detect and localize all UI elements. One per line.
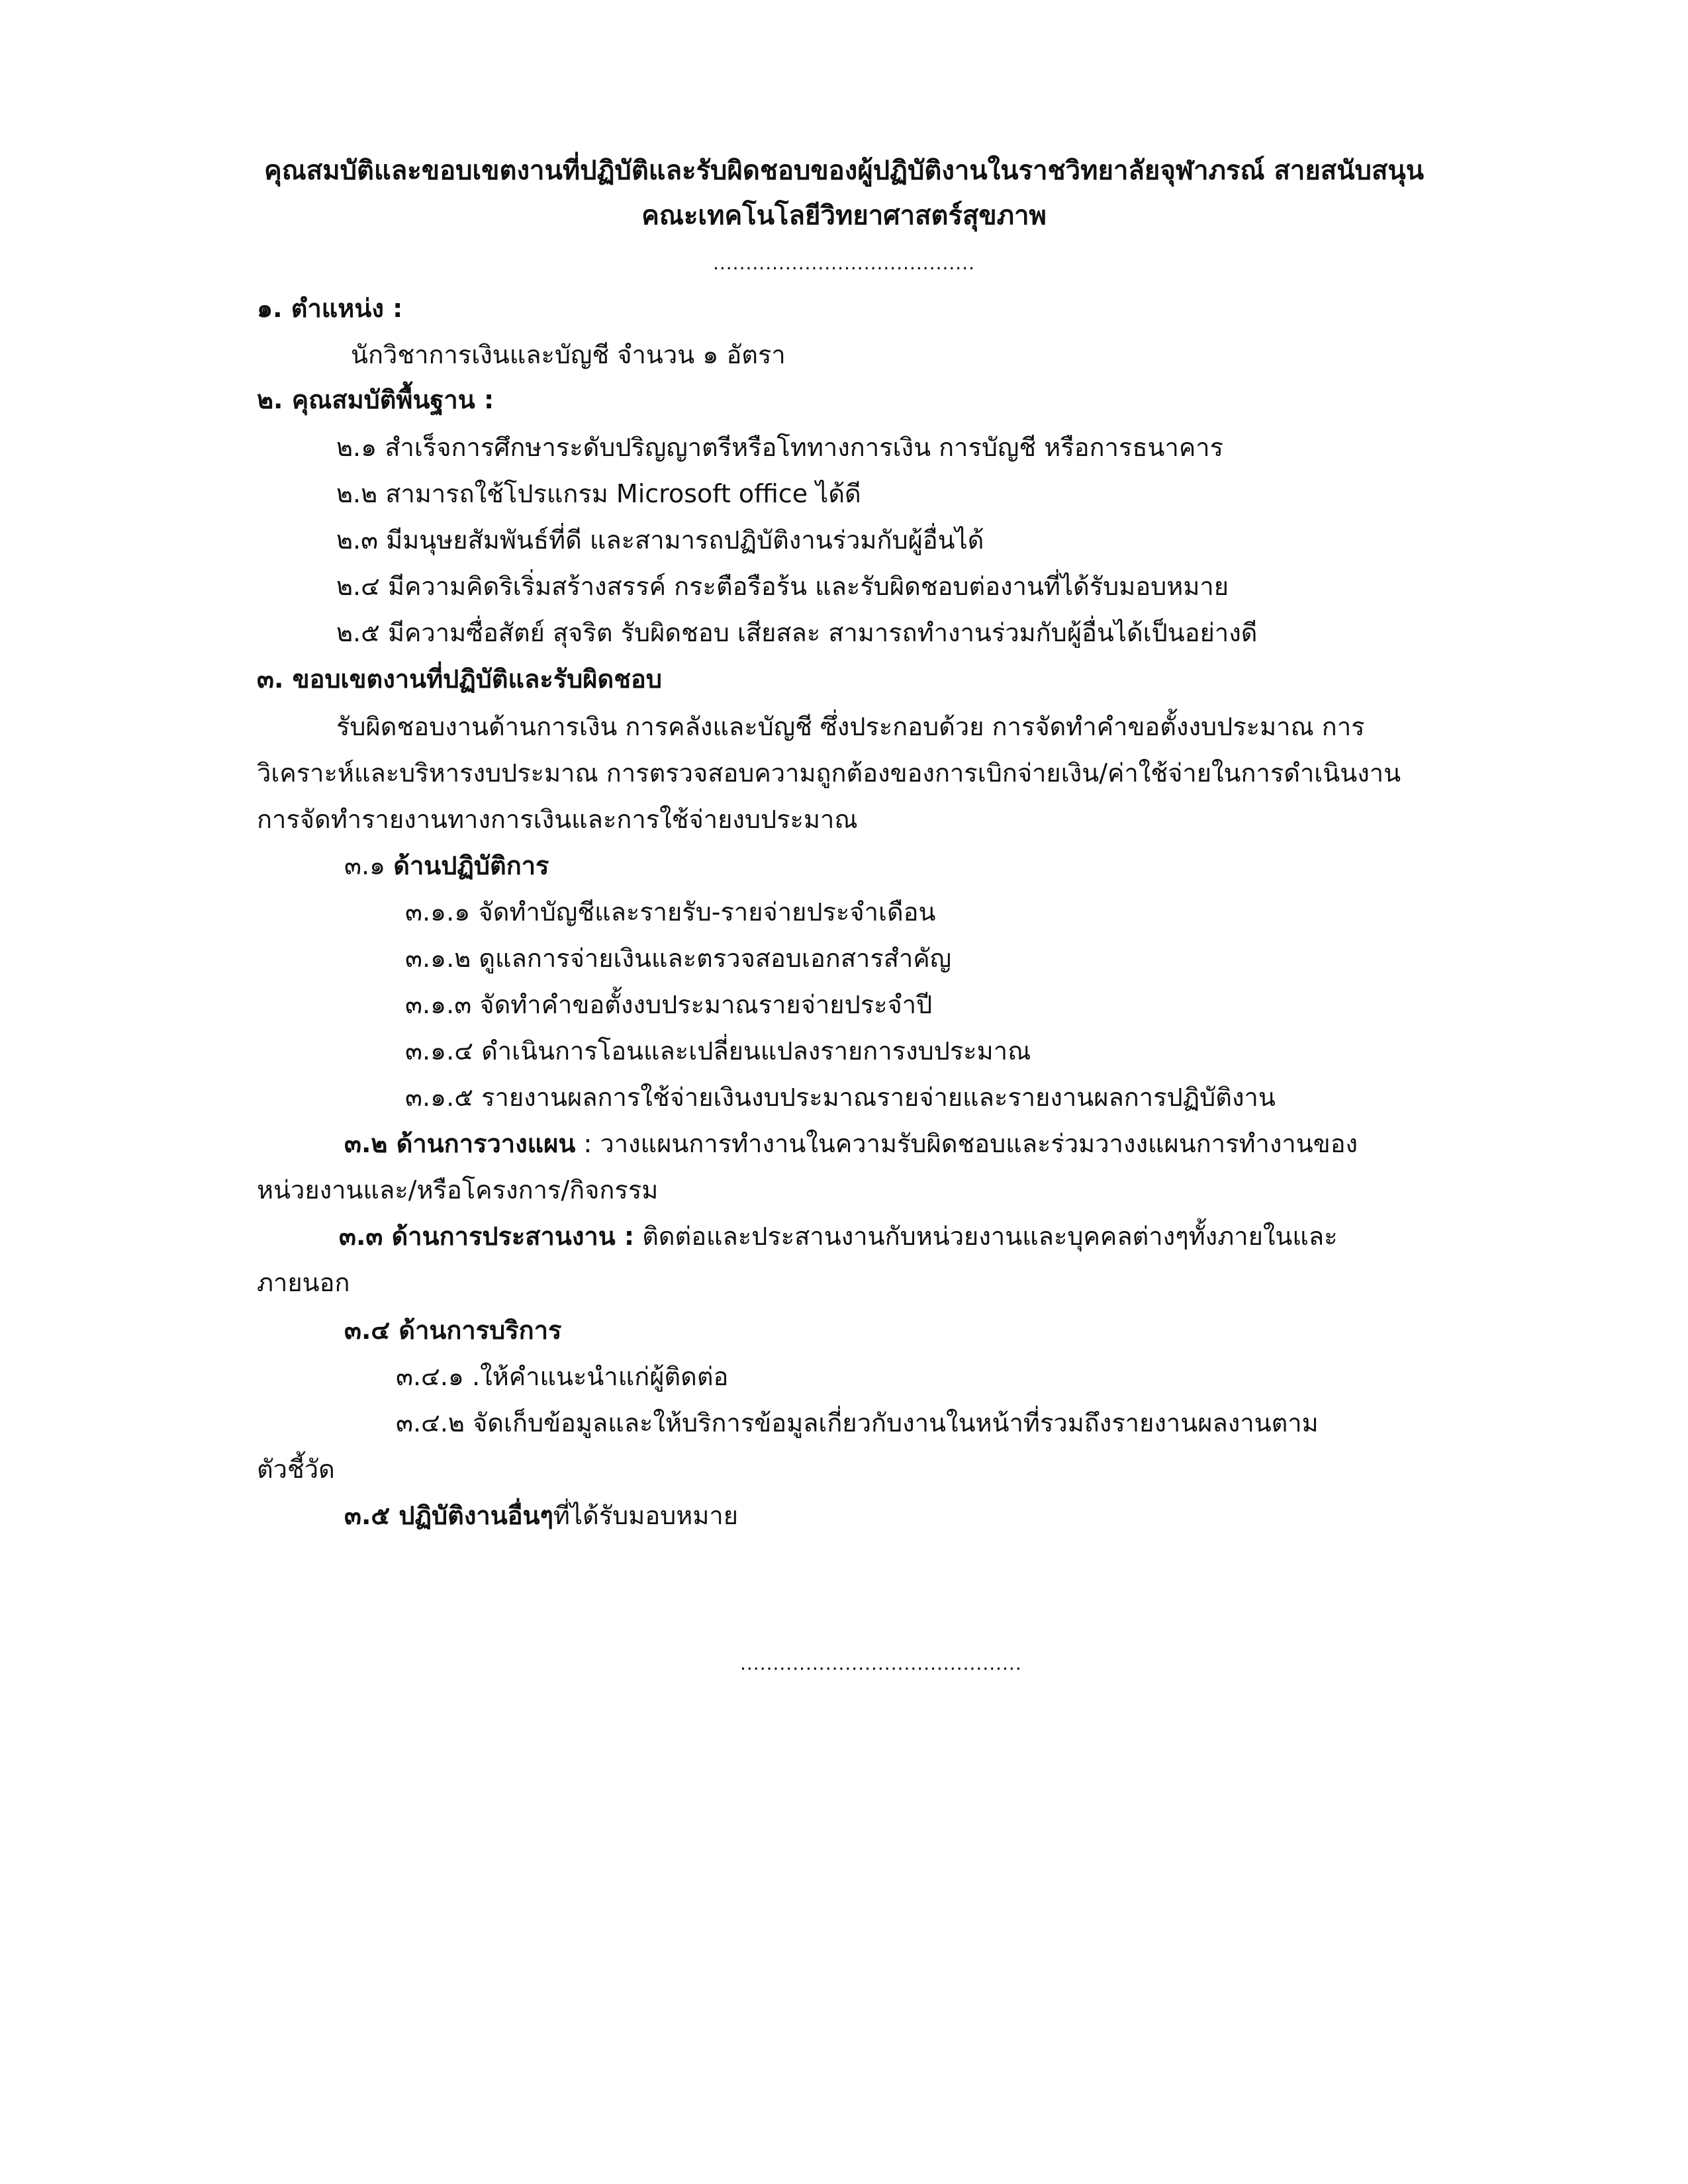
document-title-line-2: คณะเทคโนโลยีวิทยาศาสตร์สุขภาพ — [641, 201, 1047, 231]
subsection-3-5-text: ที่ได้รับมอบหมาย — [553, 1501, 738, 1530]
section-3-heading: ๓. ขอบเขตงานที่ปฏิบัติและรับผิดชอบ — [257, 664, 662, 694]
subsection-3-1-item-4: ๓.๑.๔ ดำเนินการโอนและเปลี่ยนแปลงรายการงบประมาณ — [405, 1036, 1031, 1066]
section-1-heading: ๑. ตำแหน่ง : — [257, 294, 403, 323]
subsection-3-1-number: ๓.๑ — [344, 851, 386, 880]
subsection-3-4-heading: ๓.๔ ด้านการบริการ — [344, 1316, 562, 1345]
section-3-intro-line-1: รับผิดชอบงานด้านการเงิน การคลังและบัญชี ซึ่งประกอบด้วย การจัดทำคำขอตั้งงบประมาณ การ — [336, 712, 1365, 741]
subsection-3-4-item-2: ๓.๔.๒ จัดเก็บข้อมูลและให้บริการข้อมูลเกี่ยวกับงานในหน้าที่รวมถึงรายงานผลงานตาม — [396, 1408, 1319, 1437]
section-3-intro-line-2: วิเคราะห์และบริหารงบประมาณ การตรวจสอบความถูกต้องของการเบิกจ่ายเงิน/ค่าใช้จ่ายในการดำเนินงาน — [257, 758, 1401, 788]
subsection-3-4-continuation: ตัวชี้วัด — [257, 1455, 335, 1484]
section-2-item-5: ๒.๕ มีความซื่อสัตย์ สุจริต รับผิดชอบ เสียสละ สามารถทำงานร่วมกับผู้อื่นได้เป็นอย่างดี — [336, 618, 1258, 647]
subsection-3-3-line — [339, 1219, 1338, 1253]
section-2-item-2: ๒.๒ สามารถใช้โปรแกรม Microsoft office ได้ดี — [336, 479, 861, 508]
subsection-3-1-item-5: ๓.๑.๕ รายงานผลการใช้จ่ายเงินงบประมาณรายจ่ายและรายงานผลการปฏิบัติงาน — [405, 1083, 1276, 1112]
section-2-heading: ๒. คุณสมบัติพื้นฐาน : — [257, 385, 494, 414]
section-2-item-4: ๒.๔ มีความคิดริเริ่มสร้างสรรค์ กระตือรือร้น และรับผิดชอบต่องานที่ได้รับมอบหมาย — [336, 572, 1229, 601]
subsection-3-1-heading — [344, 848, 549, 883]
document-title-line-1: คุณสมบัติและขอบเขตงานที่ปฏิบัติและรับผิดชอบของผู้ปฏิบัติงานในราชวิทยาลัยจุฬาภรณ์ สายสนับสนุน — [263, 156, 1425, 186]
section-1-text: นักวิชาการเงินและบัญชี จำนวน ๑ อัตรา — [351, 340, 786, 369]
bottom-divider: ........................................... — [740, 1653, 1022, 1674]
subsection-3-2-continuation: หน่วยงานและ/หรือโครงการ/กิจกรรม — [257, 1175, 659, 1205]
subsection-3-2-line — [344, 1126, 1358, 1161]
subsection-3-5-label: ๓.๕ ปฏิบัติงานอื่นๆ — [344, 1501, 553, 1530]
section-2-item-3: ๒.๓ มีมนุษยสัมพันธ์ที่ดี และสามารถปฏิบัติงานร่วมกับผู้อื่นได้ — [336, 525, 984, 555]
section-3-intro-line-3: การจัดทำรายงานทางการเงินและการใช้จ่ายงบประมาณ — [257, 805, 858, 834]
section-2-item-1: ๒.๑ สำเร็จการศึกษาระดับปริญญาตรีหรือโททางการเงิน การบัญชี หรือการธนาคาร — [336, 433, 1224, 462]
subsection-3-5-line — [344, 1498, 738, 1533]
subsection-3-2-text: : วางแผนการทำงานในความรับผิดชอบและร่วมวางงแผนการทำงานของ — [575, 1129, 1358, 1158]
subsection-3-2-label: ๓.๒ ด้านการวางแผน — [344, 1129, 576, 1158]
subsection-3-4-item-1: ๓.๔.๑ .ให้คำแนะนำแก่ผู้ติดต่อ — [396, 1362, 729, 1391]
subsection-3-3-text: ติดต่อและประสานงานกับหน่วยงานและบุคคลต่างๆทั้งภายในและ — [634, 1222, 1338, 1251]
subsection-3-1-label: ด้านปฏิบัติการ — [393, 851, 549, 880]
subsection-3-3-continuation: ภายนอก — [257, 1268, 350, 1297]
subsection-3-1-item-1: ๓.๑.๑ จัดทำบัญชีและรายรับ-รายจ่ายประจำเดือน — [405, 897, 936, 927]
subsection-3-1-item-3: ๓.๑.๓ จัดทำคำขอตั้งงบประมาณรายจ่ายประจำปี — [405, 990, 933, 1019]
subsection-3-3-label: ๓.๓ ด้านการประสานงาน : — [339, 1222, 635, 1251]
subsection-3-1-item-2: ๓.๑.๒ ดูแลการจ่ายเงินและตรวจสอบเอกสารสำคัญ — [405, 944, 952, 973]
top-divider: ........................................ — [712, 252, 975, 274]
